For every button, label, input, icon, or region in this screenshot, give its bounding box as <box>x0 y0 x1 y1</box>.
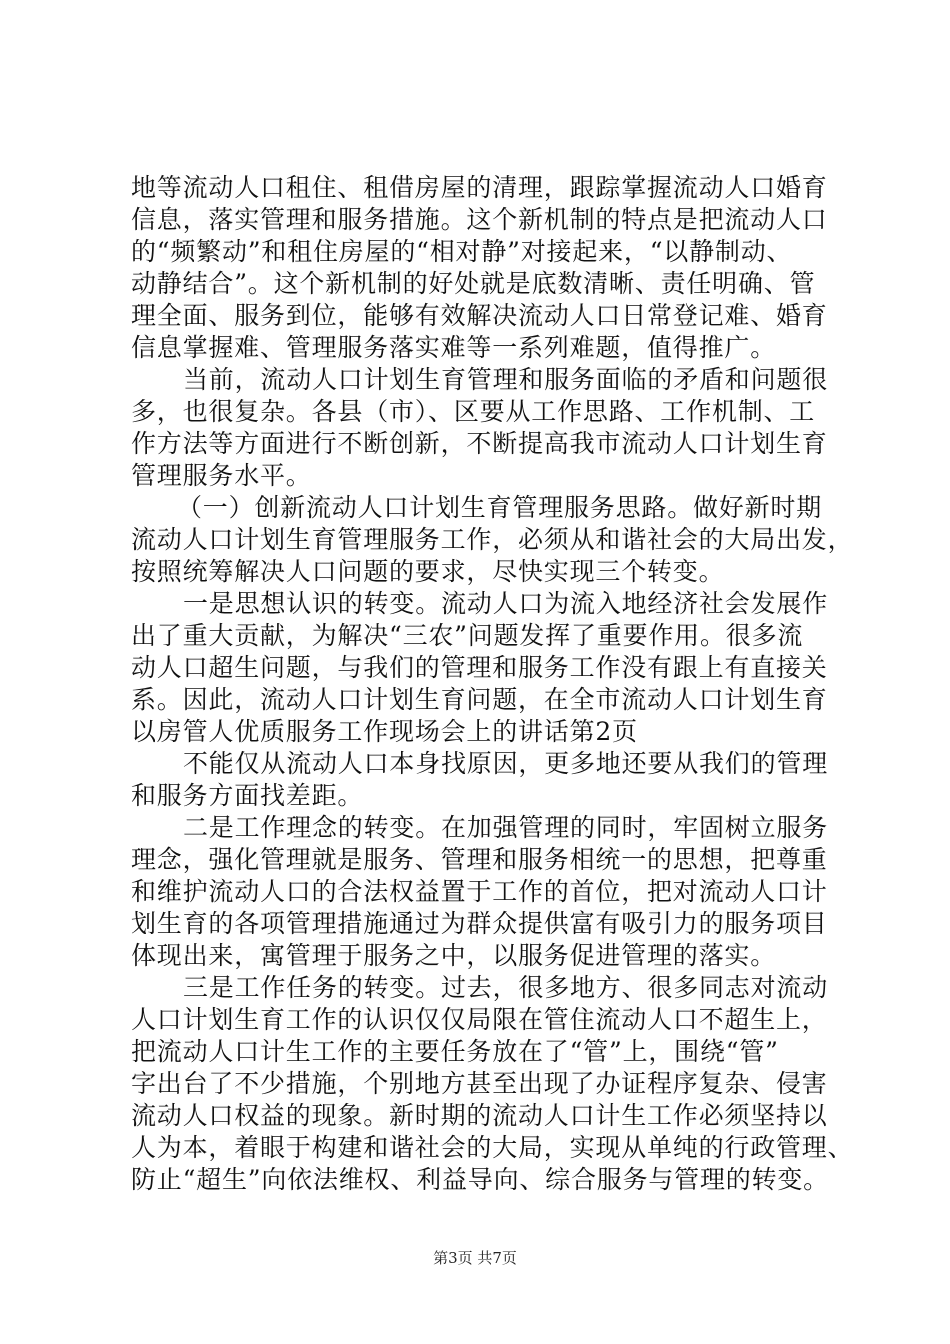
text-line: 流动人口权益的现象。新时期的流动人口计生工作必须坚持以 <box>131 1101 828 1130</box>
text-line: 的“频繁动”和租住房屋的“相对静”对接起来，“以静制动、 <box>131 237 793 266</box>
text-line: 信息，落实管理和服务措施。这个新机制的特点是把流动人口 <box>131 205 828 234</box>
text-line: 流动人口计划生育管理服务工作，必须从和谐社会的大局出发， <box>131 525 854 554</box>
text-line: 防止“超生”向依法维权、利益导向、综合服务与管理的转变。 <box>131 1165 829 1194</box>
paragraph-start-line: 当前，流动人口计划生育管理和服务面临的矛盾和问题很 <box>183 365 829 394</box>
paragraph-start-line: 不能仅从流动人口本身找原因，更多地还要从我们的管理 <box>183 749 829 778</box>
text-line: 人为本，着眼于构建和谐社会的大局，实现从单纯的行政管理、 <box>131 1133 854 1162</box>
text-line: 字出台了不少措施，个别地方甚至出现了办证程序复杂、侵害 <box>131 1069 828 1098</box>
text-line: 系。因此，流动人口计划生育问题，在全市流动人口计划生育 <box>131 685 828 714</box>
text-line: 管理服务水平。 <box>131 461 312 490</box>
text-line: 理全面、服务到位，能够有效解决流动人口日常登记难、婚育 <box>131 301 828 330</box>
text-line: 划生育的各项管理措施通过为群众提供富有吸引力的服务项目 <box>131 909 828 938</box>
paragraph-start-line: 一是思想认识的转变。流动人口为流入地经济社会发展作 <box>183 589 829 618</box>
paragraph-start-line: 三是工作任务的转变。过去，很多地方、很多同志对流动 <box>183 973 829 1002</box>
text-line: 和服务方面找差距。 <box>131 781 364 810</box>
text-line: 和维护流动人口的合法权益置于工作的首位，把对流动人口计 <box>131 877 828 906</box>
text-line: 地等流动人口租住、租借房屋的清理，跟踪掌握流动人口婚育 <box>131 173 828 202</box>
page-number-label: 第3页 共7页 <box>433 1249 517 1267</box>
body-text <box>131 172 854 1196</box>
text-line: 信息掌握难、管理服务落实难等一系列难题，值得推广。 <box>131 333 777 362</box>
text-line: 作方法等方面进行不断创新，不断提高我市流动人口计划生育 <box>131 429 828 458</box>
text-line: 动人口超生问题，与我们的管理和服务工作没有跟上有直接关 <box>131 653 828 682</box>
text-line: 按照统筹解决人口问题的要求，尽快实现三个转变。 <box>131 557 725 586</box>
text-line: 出了重大贡献，为解决“三农”问题发挥了重要作用。很多流 <box>131 621 804 650</box>
page-footer <box>0 1248 950 1268</box>
text-line: 动静结合”。这个新机制的好处就是底数清晰、责任明确、管 <box>131 269 816 298</box>
text-line: 多，也很复杂。各县（市）、区要从工作思路、工作机制、工 <box>131 397 816 426</box>
text-line: 把流动人口计生工作的主要任务放在了“管”上，围绕“管” <box>131 1037 779 1066</box>
text-line: 人口计划生育工作的认识仅仅局限在管住流动人口不超生上， <box>131 1005 828 1034</box>
text-line: 以房管人优质服务工作现场会上的讲话第2页 <box>131 717 638 746</box>
text-line: 体现出来，寓管理于服务之中，以服务促进管理的落实。 <box>131 941 777 970</box>
paragraph-start-line: 二是工作理念的转变。在加强管理的同时，牢固树立服务 <box>183 813 829 842</box>
text-line: 理念，强化管理就是服务、管理和服务相统一的思想，把尊重 <box>131 845 828 874</box>
section-heading-line: （一）创新流动人口计划生育管理服务思路。做好新时期 <box>177 493 823 522</box>
